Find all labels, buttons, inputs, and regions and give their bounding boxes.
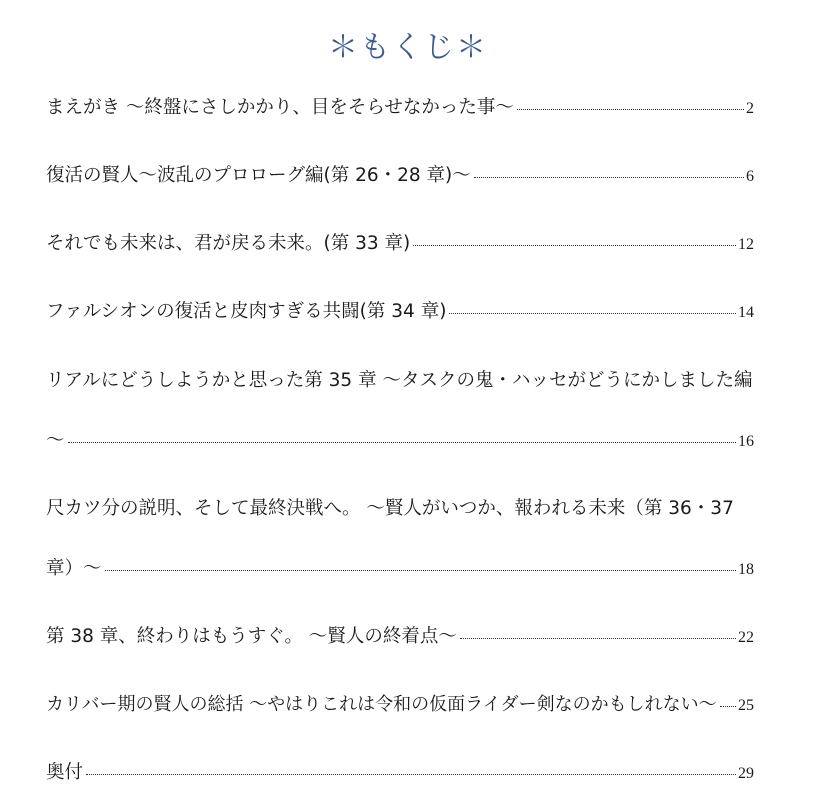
toc-leader-dots bbox=[68, 442, 736, 443]
toc-page-number: 25 bbox=[738, 697, 754, 714]
toc-leader-dots bbox=[413, 245, 736, 246]
toc-page-number: 12 bbox=[738, 236, 754, 253]
toc-page-number: 18 bbox=[738, 561, 754, 578]
toc-page-number: 22 bbox=[738, 629, 754, 646]
toc-entry-ch38[interactable] bbox=[46, 622, 754, 648]
toc-entry-text: 奥付 bbox=[46, 762, 84, 783]
toc-entry-text: 第 38 章、終わりはもうすぐ。 ～賢人の終着点～ bbox=[46, 626, 457, 647]
toc-entry-ch35[interactable] bbox=[46, 426, 754, 452]
toc-entry-caliber[interactable] bbox=[46, 690, 754, 716]
toc-title: ＊もくじ＊ bbox=[328, 30, 488, 65]
toc-entry-text: ～ bbox=[46, 430, 65, 451]
toc-entry-text: まえがき ～終盤にさしかかり、目をそらせなかった事～ bbox=[46, 97, 514, 118]
toc-leader-dots bbox=[449, 313, 736, 314]
toc-entry-ch33[interactable] bbox=[46, 229, 754, 255]
toc-page-number: 29 bbox=[738, 765, 754, 782]
toc-page-number: 16 bbox=[738, 433, 754, 450]
toc-entry-ch36-37-line1[interactable] bbox=[46, 494, 754, 520]
toc-entry-text: ファルシオンの復活と皮肉すぎる共闘(第 34 章) bbox=[46, 301, 447, 322]
toc-leader-dots bbox=[517, 109, 744, 110]
toc-leader-dots bbox=[86, 774, 736, 775]
toc-entry-text: 尺カツ分の説明、そして最終決戦へ。 ～賢人がいつか、報われる未来（第 36・37 bbox=[46, 498, 734, 519]
toc-entry-text: カリバー期の賢人の総括 ～やはりこれは令和の仮面ライダー剣なのかもしれない～ bbox=[46, 694, 717, 715]
toc-leader-dots bbox=[105, 570, 736, 571]
toc-entry-okuzuke[interactable] bbox=[46, 758, 754, 784]
toc-entry-text: 復活の賢人～波乱のプロローグ編(第 26・28 章)～ bbox=[46, 165, 471, 186]
toc-leader-dots bbox=[460, 638, 736, 639]
toc-page-number: 6 bbox=[746, 168, 754, 185]
toc-entry-ch36-37[interactable] bbox=[46, 554, 754, 580]
toc-entry-ch34[interactable] bbox=[46, 297, 754, 323]
toc-entry-text: 章）～ bbox=[46, 558, 102, 579]
toc-page-number: 14 bbox=[738, 304, 754, 321]
toc-entry-fukkatsu[interactable] bbox=[46, 161, 754, 187]
toc-entry-maegaki[interactable] bbox=[46, 93, 754, 119]
toc-entry-text: それでも未来は、君が戻る未来。(第 33 章) bbox=[46, 233, 411, 254]
toc-page-number: 2 bbox=[746, 100, 754, 117]
toc-leader-dots bbox=[474, 177, 744, 178]
toc-entry-ch35-line1[interactable] bbox=[46, 366, 754, 392]
toc-entry-text: リアルにどうしようかと思った第 35 章 ～タスクの鬼・ハッセがどうにかしました編 bbox=[46, 370, 753, 391]
toc-leader-dots bbox=[720, 706, 736, 707]
